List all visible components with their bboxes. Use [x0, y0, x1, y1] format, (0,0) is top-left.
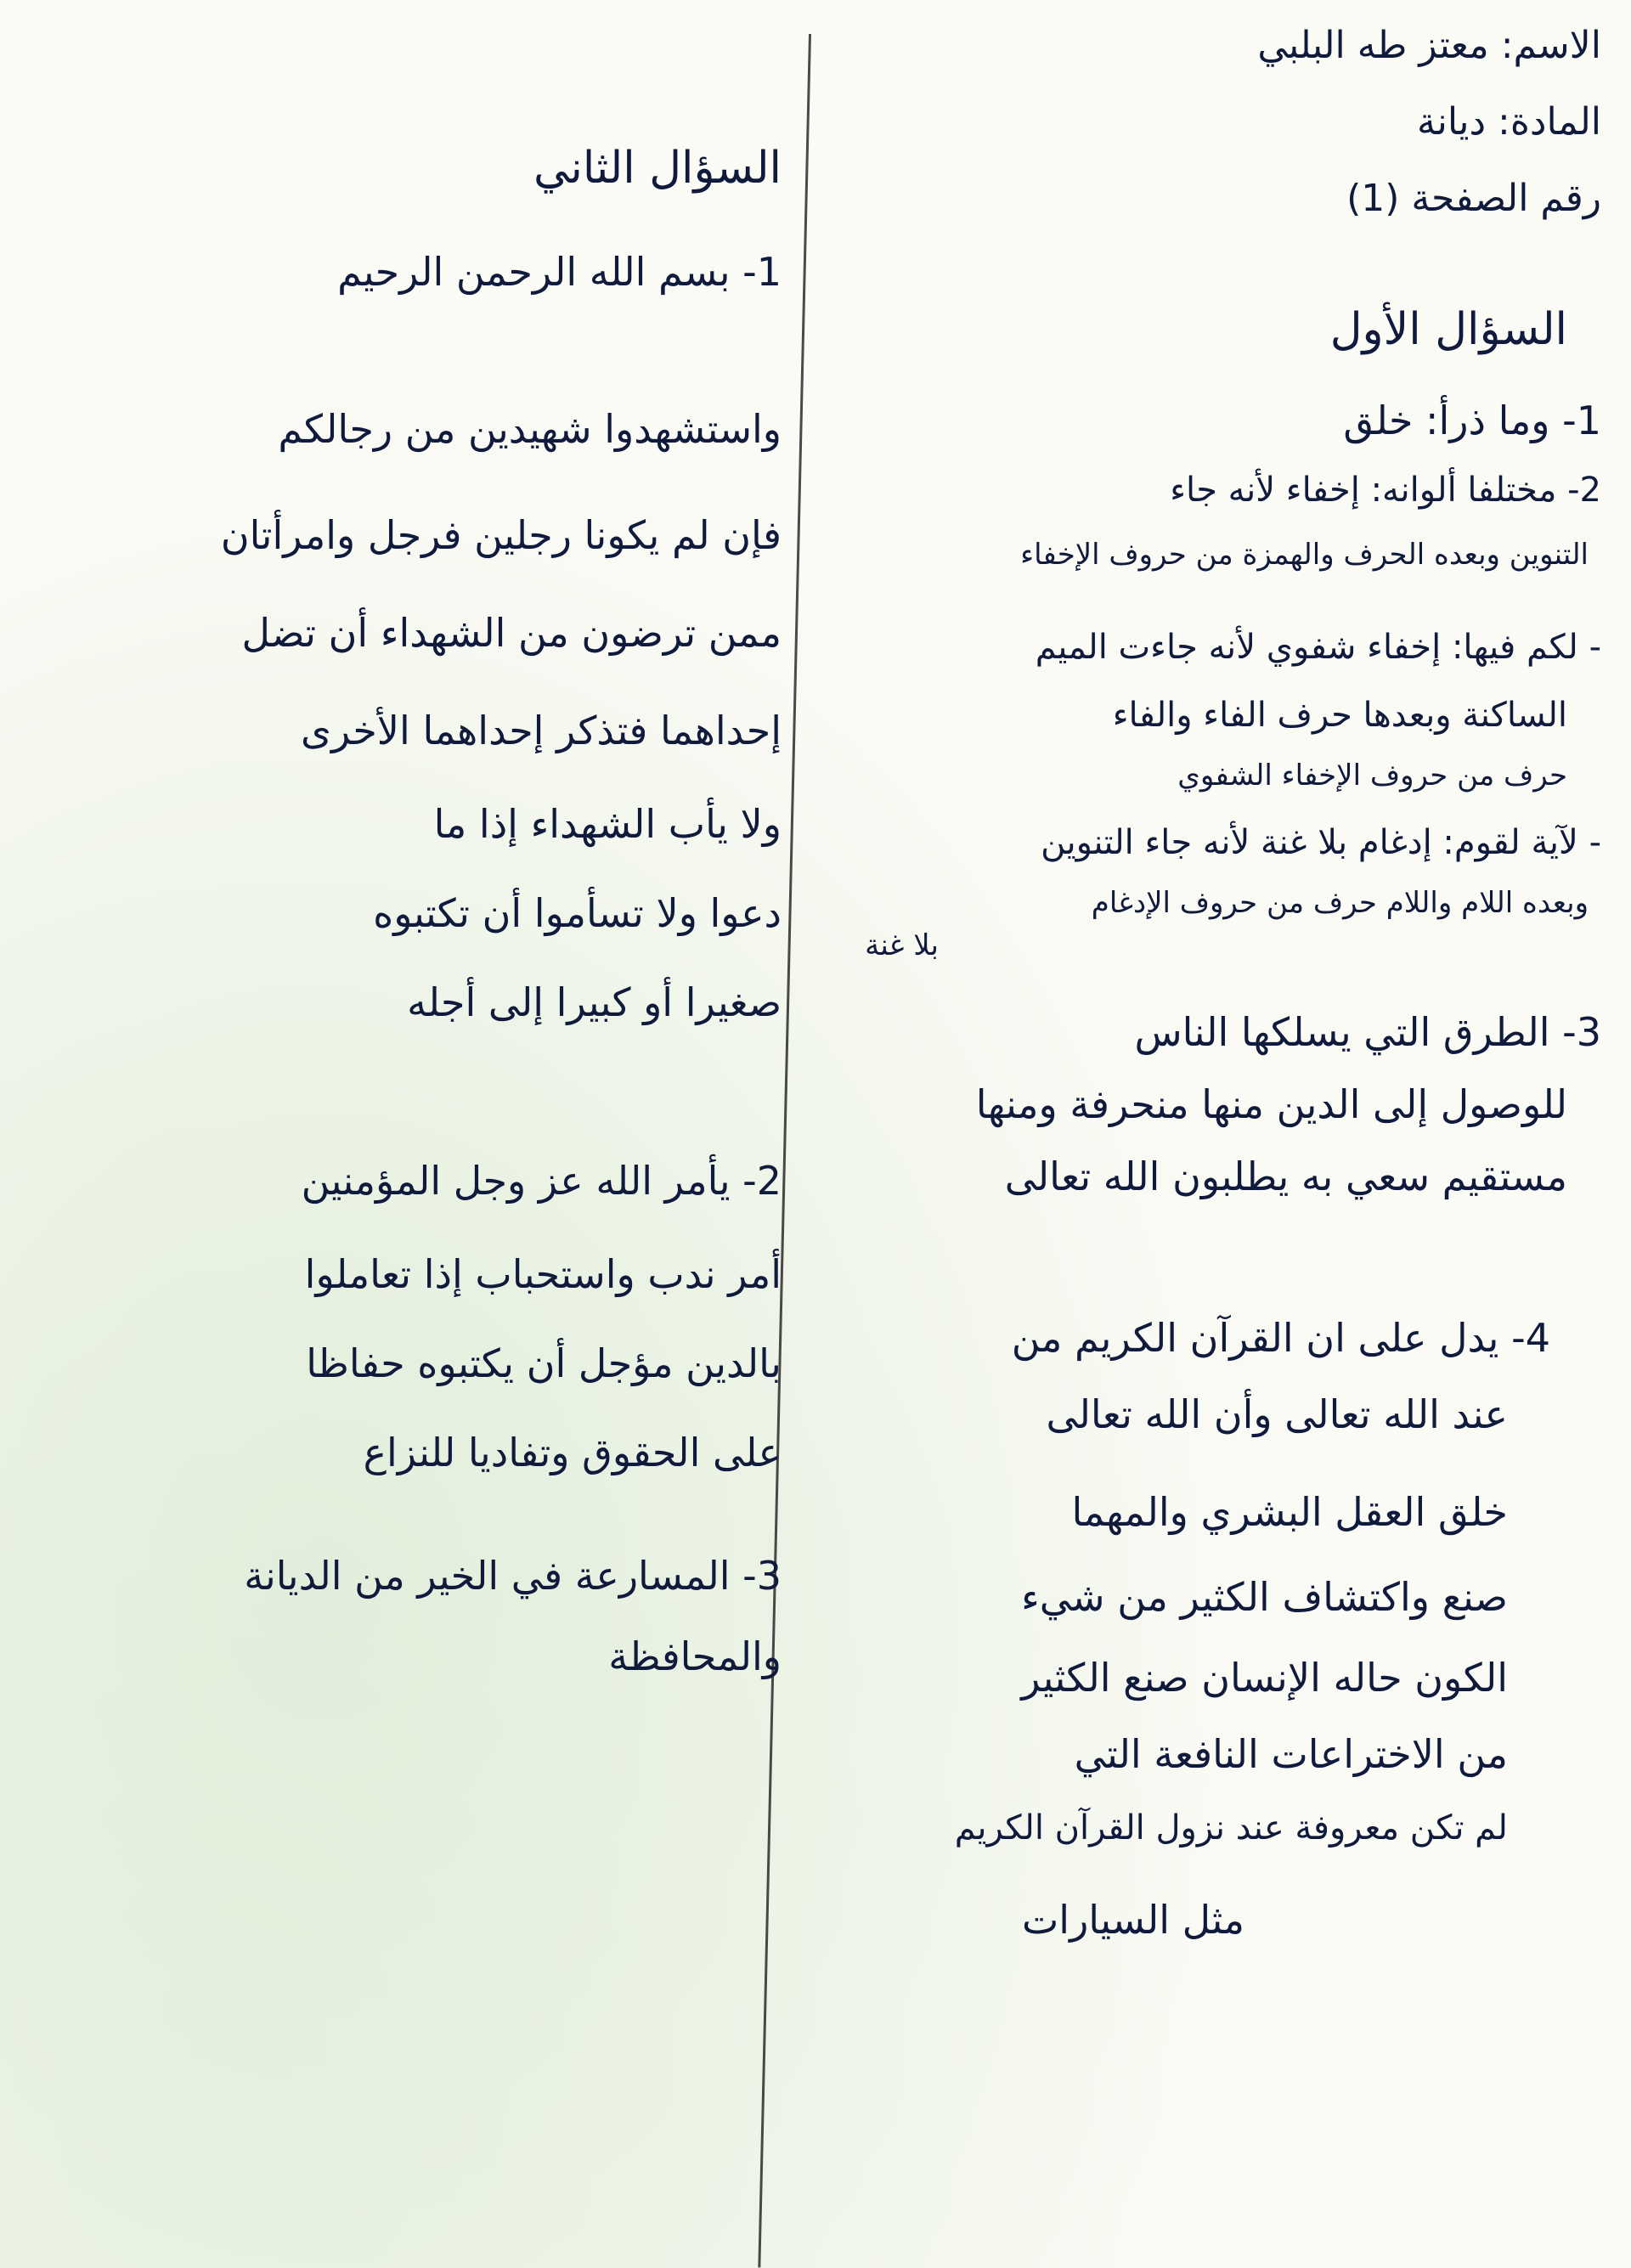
answer-line: 1- وما ذرأ: خلق — [1343, 398, 1601, 443]
answer-line: دعوا ولا تسأموا أن تكتبوه — [373, 890, 782, 936]
answer-line: بالدين مؤجل أن يكتبوه حفاظا — [306, 1340, 782, 1386]
answer-line: 2- مختلفا ألوانه: إخفاء لأنه جاء — [1170, 471, 1601, 510]
answer-line: من الاختراعات النافعة التي — [1074, 1731, 1508, 1777]
answer-line: للوصول إلى الدين منها منحرفة ومنها — [975, 1081, 1567, 1127]
answer-line: - لكم فيها: إخفاء شفوي لأنه جاءت الميم — [1035, 628, 1601, 667]
answer-line: عند الله تعالى وأن الله تعالى — [1046, 1391, 1508, 1437]
answer-line: 3- المسارعة في الخير من الديانة — [244, 1553, 782, 1599]
answer-line: ولا يأب الشهداء إذا ما — [433, 801, 782, 847]
answer-line: أمر ندب واستحباب إذا تعاملوا — [304, 1251, 782, 1297]
answer-line: صنع واكتشاف الكثير من شيء — [1021, 1574, 1508, 1620]
section-title-q1: السؤال الأول — [1329, 304, 1567, 355]
answer-line: لم تكن معروفة عند نزول القرآن الكريم — [954, 1808, 1508, 1848]
answer-line: خلق العقل البشري والمهما — [1071, 1489, 1508, 1535]
answer-line: واستشهدوا شهيدين من رجالكم — [278, 406, 782, 452]
answer-line: الكون حاله الإنسان صنع الكثير — [1021, 1655, 1508, 1701]
answer-line: حرف من حروف الإخفاء الشفوي — [1177, 759, 1567, 793]
section-title-q2: السؤال الثاني — [533, 143, 782, 194]
student-name: الاسم: معتز طه البلبي — [1257, 24, 1601, 67]
answer-line: 3- الطرق التي يسلكها الناس — [1134, 1009, 1601, 1055]
answer-line: صغيرا أو كبيرا إلى أجله — [407, 979, 782, 1025]
answer-line: إحداهما فتذكر إحداهما الأخرى — [300, 708, 782, 753]
answer-line: - لآية لقوم: إدغام بلا غنة لأنه جاء التنوين — [1041, 823, 1601, 862]
answer-line: بلا غنة — [865, 928, 939, 962]
answer-line: مثل السيارات — [1021, 1897, 1244, 1943]
answer-line: 2- يأمر الله عز وجل المؤمنين — [301, 1158, 782, 1204]
page-number: رقم الصفحة (1) — [1346, 177, 1601, 220]
answer-line: الساكنة وبعدها حرف الفاء والفاء — [1112, 696, 1567, 735]
answer-line: 4- يدل على ان القرآن الكريم من — [1011, 1315, 1550, 1361]
answer-line: 1- بسم الله الرحمن الرحيم — [337, 249, 782, 295]
answer-line: فإن لم يكونا رجلين فرجل وامرأتان — [220, 512, 782, 558]
answer-line: على الحقوق وتفاديا للنزاع — [363, 1430, 782, 1475]
answer-line: التنوين وبعده الحرف والهمزة من حروف الإخفاء — [1020, 538, 1589, 572]
answer-line: مستقيم سعي به يطلبون الله تعالى — [1004, 1154, 1567, 1199]
answer-line: والمحافظة — [608, 1633, 782, 1679]
answer-line: وبعده اللام واللام حرف من حروف الإدغام — [1091, 886, 1589, 920]
answer-line: ممن ترضون من الشهداء أن تضل — [241, 610, 782, 656]
column-divider — [758, 34, 811, 2267]
subject-label: المادة: ديانة — [1416, 100, 1601, 144]
